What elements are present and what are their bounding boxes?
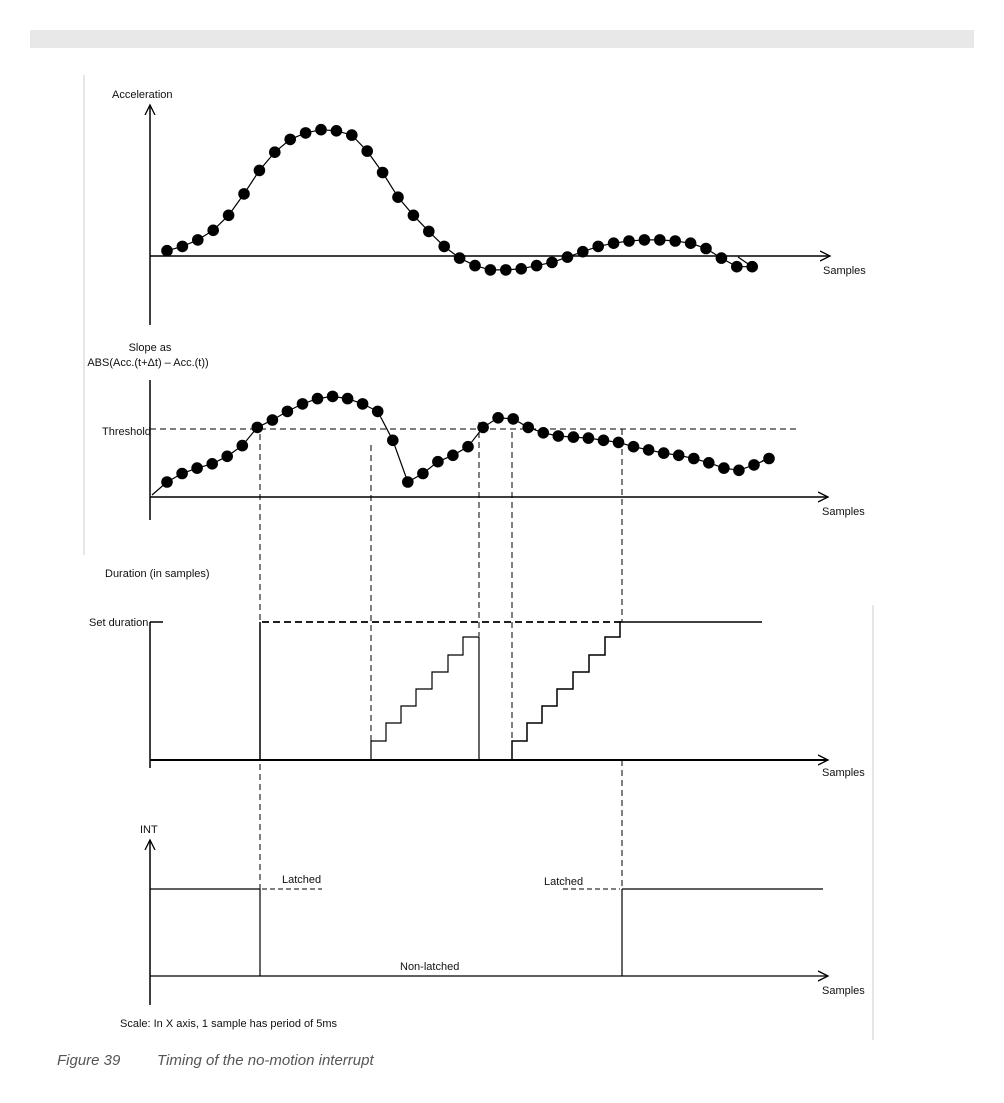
slope-sample-dot: [237, 440, 249, 452]
acceleration-sample-dot: [408, 210, 420, 222]
acceleration-sample-dot: [592, 241, 604, 253]
acceleration-sample-dot: [161, 245, 173, 257]
acceleration-y-label: Acceleration: [112, 89, 173, 101]
acceleration-sample-dot: [469, 260, 481, 272]
int-x-label: Samples: [822, 985, 865, 997]
duration-staircase-2: [512, 622, 762, 760]
acceleration-sample-dot: [223, 210, 235, 222]
slope-sample-dot: [507, 413, 519, 425]
slope-panel: [87, 342, 865, 520]
slope-sample-dot: [357, 398, 369, 410]
slope-sample-dot: [703, 457, 715, 469]
slope-sample-dot: [688, 453, 700, 465]
event-connectors: [260, 422, 622, 890]
acceleration-sample-dot: [608, 237, 620, 249]
slope-sample-dot: [733, 465, 745, 477]
acceleration-sample-dot: [254, 165, 266, 177]
acceleration-sample-dot: [685, 237, 697, 249]
latched-label-2: Latched: [544, 876, 584, 888]
acceleration-x-label: Samples: [823, 265, 866, 277]
acceleration-sample-dot: [639, 234, 651, 246]
duration-staircase-1: [371, 637, 479, 760]
acceleration-sample-dot: [500, 264, 512, 276]
slope-x-label: Samples: [822, 506, 865, 518]
slope-sample-dot: [763, 453, 775, 465]
slope-sample-dot: [417, 468, 429, 480]
slope-sample-dot: [387, 435, 399, 447]
acceleration-sample-dot: [515, 263, 527, 275]
acceleration-sample-dot: [623, 235, 635, 247]
acceleration-sample-dot: [331, 125, 343, 137]
slope-sample-dot: [432, 456, 444, 468]
non-latched-label: Non-latched: [400, 961, 460, 973]
acceleration-sample-dot: [300, 127, 312, 139]
slope-sample-dot: [206, 458, 218, 470]
acceleration-sample-dot: [192, 234, 204, 246]
slope-sample-dot: [312, 393, 324, 405]
slope-sample-dot: [297, 398, 309, 410]
acceleration-sample-dot: [238, 188, 250, 200]
slope-sample-dot: [658, 447, 670, 459]
acceleration-sample-dot: [454, 252, 466, 264]
acceleration-sample-dot: [731, 261, 743, 273]
slope-sample-dot: [372, 406, 384, 418]
acceleration-panel: [112, 89, 866, 325]
slope-sample-dot: [342, 393, 354, 405]
acceleration-sample-dot: [654, 234, 666, 246]
slope-sample-dot: [221, 451, 233, 463]
slope-sample-dot: [327, 391, 339, 403]
slope-sample-dot: [598, 435, 610, 447]
slope-sample-dot: [282, 406, 294, 418]
slope-sample-dot: [748, 459, 760, 471]
acceleration-sample-dot: [485, 264, 497, 276]
figure-number: Figure 39: [57, 1052, 121, 1069]
slope-sample-dot: [191, 462, 203, 474]
acceleration-samples: [161, 124, 758, 276]
acceleration-sample-dot: [207, 225, 219, 237]
slope-sample-dot: [267, 414, 279, 426]
slope-samples: [161, 391, 775, 488]
threshold-label: Threshold: [102, 426, 151, 438]
scale-note: Scale: In X axis, 1 sample has period of 5ms: [120, 1018, 338, 1030]
set-duration-label: Set duration: [89, 617, 149, 629]
int-y-label: INT: [140, 824, 158, 836]
slope-sample-dot: [492, 412, 504, 424]
slope-sample-dot: [251, 422, 263, 434]
slope-sample-dot: [553, 430, 565, 442]
acceleration-sample-dot: [700, 243, 712, 255]
slope-sample-dot: [538, 427, 550, 439]
slope-sample-dot: [176, 468, 188, 480]
duration-y-label: Duration (in samples): [105, 568, 210, 580]
slope-sample-dot: [628, 441, 640, 453]
slope-sample-dot: [462, 441, 474, 453]
slope-sample-dot: [673, 450, 685, 462]
acceleration-sample-dot: [284, 134, 296, 146]
acceleration-sample-dot: [392, 191, 404, 203]
slope-sample-dot: [613, 437, 625, 449]
acceleration-sample-dot: [346, 129, 358, 141]
slope-sample-dot: [568, 431, 580, 443]
duration-panel: [89, 568, 865, 779]
acceleration-sample-dot: [669, 235, 681, 247]
acceleration-sample-dot: [716, 252, 728, 264]
acceleration-sample-dot: [177, 241, 189, 253]
duration-x-label: Samples: [822, 767, 865, 779]
acceleration-sample-dot: [269, 146, 281, 158]
acceleration-sample-dot: [577, 246, 589, 258]
figure-caption: [57, 1052, 374, 1069]
acceleration-sample-dot: [423, 226, 435, 238]
slope-sample-dot: [402, 476, 414, 488]
int-panel: [120, 824, 865, 1030]
acceleration-sample-dot: [361, 145, 373, 157]
slope-sample-dot: [718, 462, 730, 474]
slope-sample-dot: [583, 432, 595, 444]
slope-sample-dot: [161, 476, 173, 488]
latched-label-1: Latched: [282, 874, 322, 886]
slope-sample-dot: [643, 444, 655, 456]
acceleration-curve: [167, 130, 752, 270]
acceleration-sample-dot: [531, 260, 543, 272]
slope-y-label-line2: ABS(Acc.(t+Δt) – Acc.(t)): [87, 357, 209, 369]
slope-sample-dot: [522, 422, 534, 434]
acceleration-sample-dot: [562, 251, 574, 263]
acceleration-sample-dot: [315, 124, 327, 136]
acceleration-sample-dot: [546, 257, 558, 269]
acceleration-sample-dot: [377, 167, 389, 179]
figure-title: Timing of the no-motion interrupt: [157, 1052, 374, 1069]
slope-y-label-line1: Slope as: [128, 342, 172, 354]
acceleration-sample-dot: [438, 241, 450, 253]
slope-sample-dot: [447, 450, 459, 462]
